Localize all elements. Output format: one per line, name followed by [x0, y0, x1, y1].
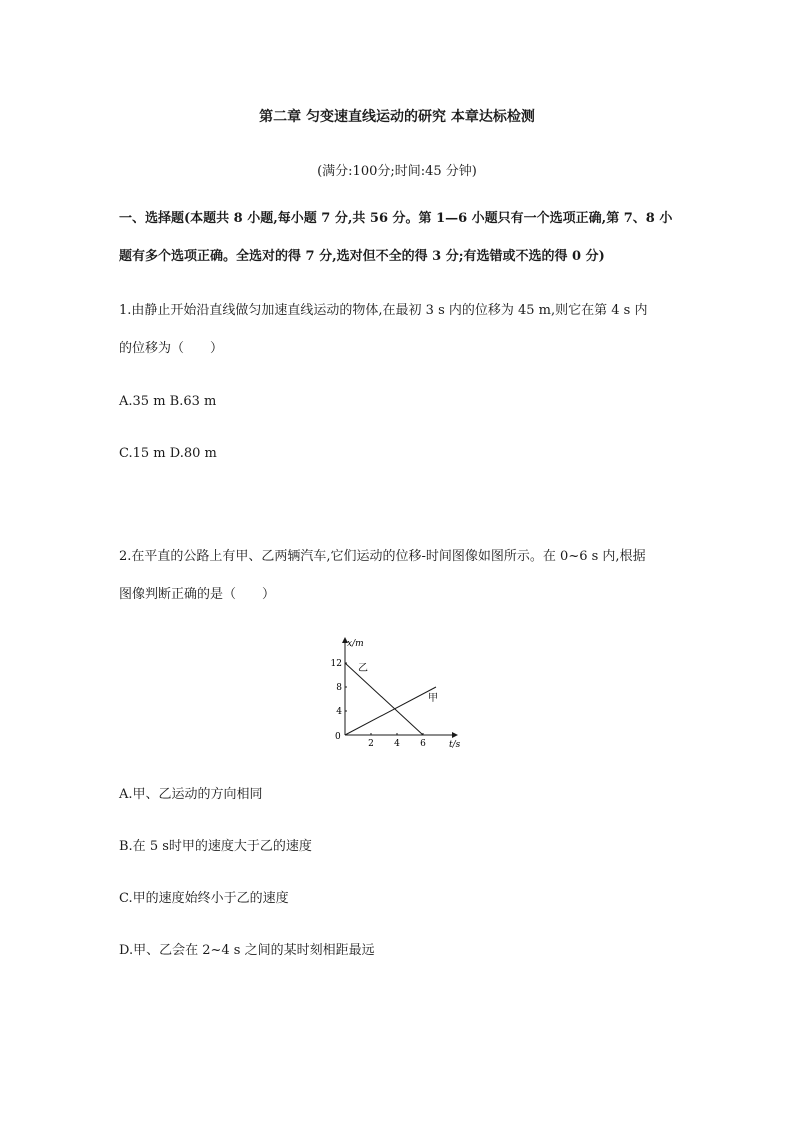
- x-tick-label: 2: [368, 739, 374, 749]
- x-tick-label: 6: [420, 739, 426, 749]
- section-heading: [119, 200, 689, 276]
- question-1-line1: 1.由静止开始沿直线做匀加速直线运动的物体,在最初 3 s 内的位移为 45 m,则它在第 4 s 内: [119, 303, 648, 318]
- y-axis-label: x/m: [347, 639, 364, 649]
- question-2-line2: 图像判断正确的是（ ）: [119, 587, 276, 602]
- xt-graph: [325, 634, 465, 754]
- series-line-yi: [345, 663, 423, 735]
- question-2-option-a: A.甲、乙运动的方向相同: [119, 787, 263, 802]
- section-heading-line1: 一、选择题(本题共 8 小题,每小题 7 分,共 56 分。第 1—6 小题只有一个选项正确,第 7、8 小: [119, 211, 673, 226]
- question-1: [119, 292, 689, 368]
- question-2-option-c: C.甲的速度始终小于乙的速度: [119, 891, 289, 906]
- question-2-option-d: D.甲、乙会在 2~4 s 之间的某时刻相距最远: [119, 943, 375, 958]
- question-1-line2: 的位移为（ ）: [119, 341, 224, 356]
- xt-graph-figure: [325, 634, 465, 754]
- exam-info: (满分:100分;时间:45 分钟): [317, 164, 477, 179]
- question-2-line1: 2.在平直的公路上有甲、乙两辆汽车,它们运动的位移-时间图像如图所示。在 0~6 s 内,根据: [119, 549, 646, 564]
- y-tick-label: 4: [336, 707, 342, 717]
- section-heading-line2: 题有多个选项正确。全选对的得 7 分,选对但不全的得 3 分;有选错或不选的得 0 分): [119, 249, 605, 264]
- question-2-option-b: B.在 5 s时甲的速度大于乙的速度: [119, 839, 312, 854]
- question-2: [119, 538, 689, 614]
- page-title: 第二章 匀变速直线运动的研究 本章达标检测: [259, 109, 535, 125]
- x-tick-label: 4: [394, 739, 400, 749]
- y-tick-label: 8: [336, 683, 342, 693]
- y-tick-label: 12: [330, 659, 342, 669]
- series-label-jia: 甲: [428, 693, 438, 704]
- series-line-jia: [345, 687, 436, 735]
- series-label-yi: 乙: [358, 663, 368, 674]
- x-axis-label: t/s: [449, 740, 461, 750]
- origin-label: 0: [335, 732, 341, 742]
- question-1-options-ab: A.35 m B.63 m: [119, 394, 217, 409]
- question-1-options-cd: C.15 m D.80 m: [119, 446, 217, 461]
